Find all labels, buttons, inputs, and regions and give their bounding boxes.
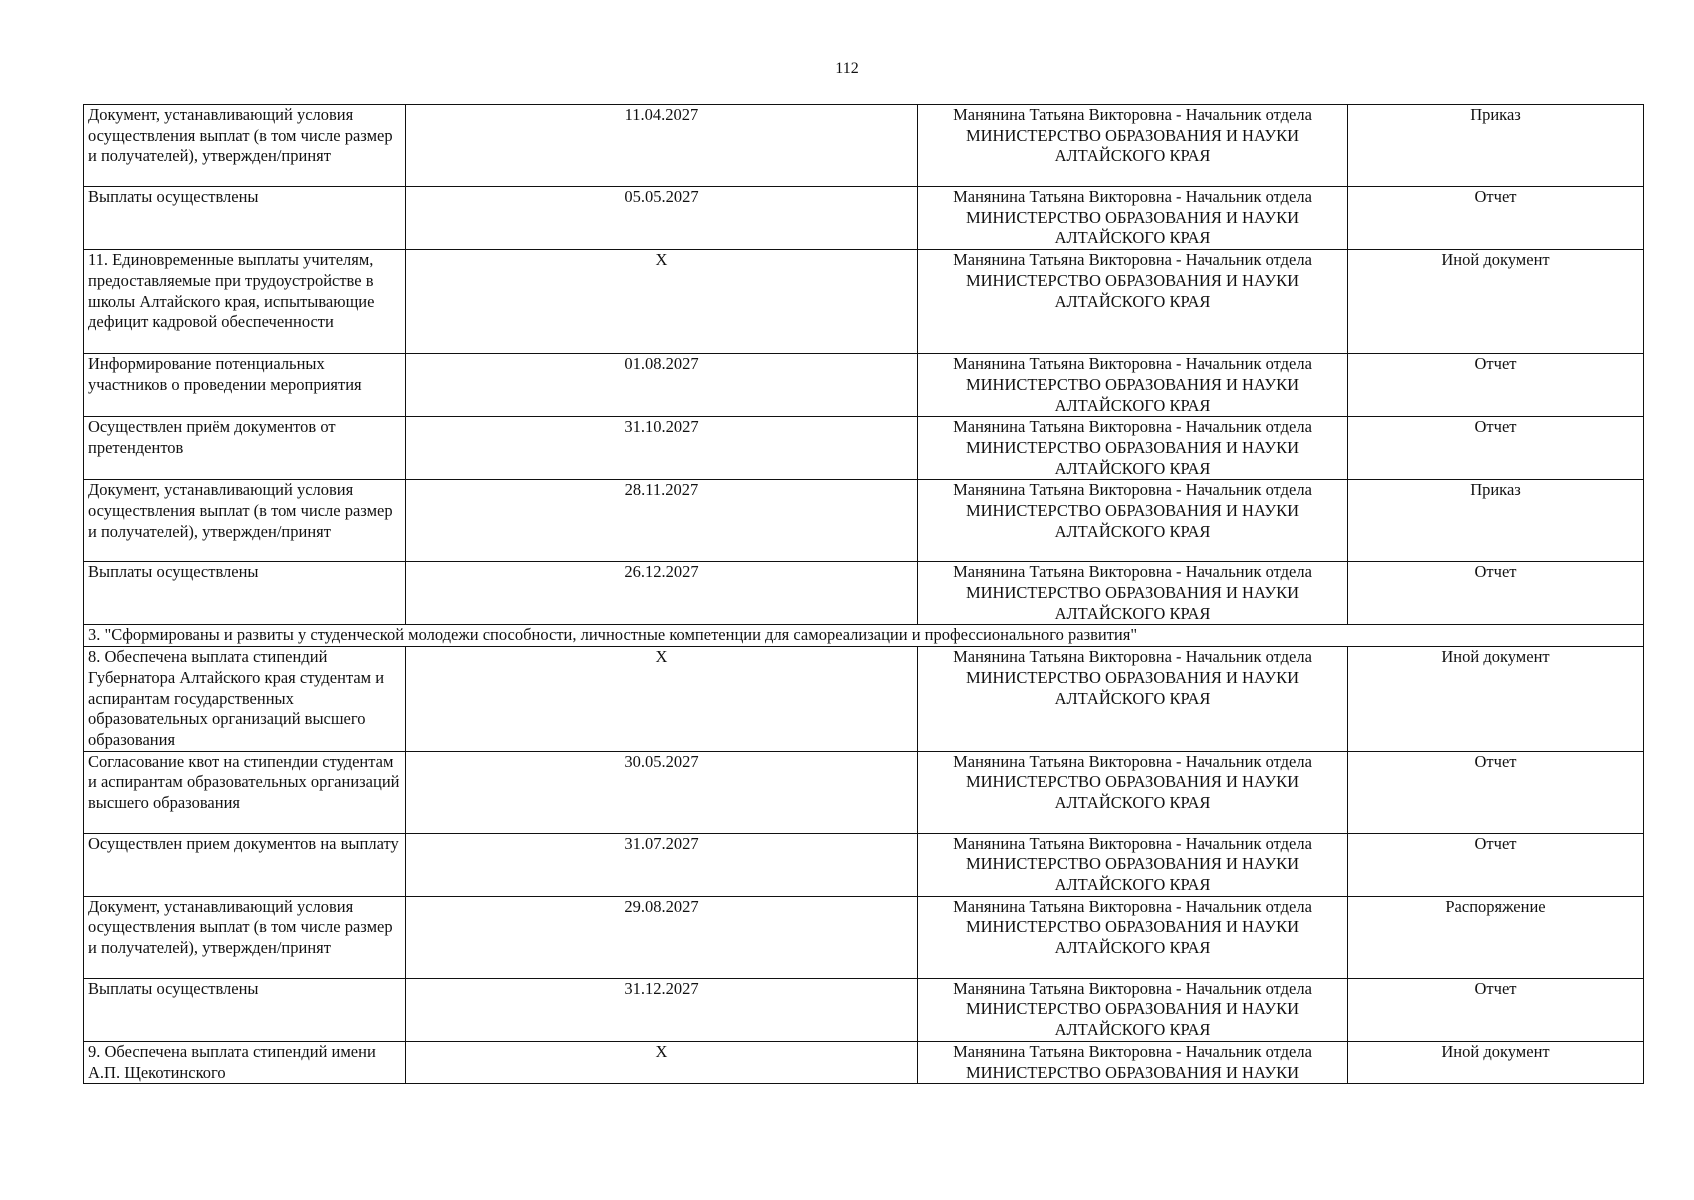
- plan-table-body: [84, 105, 1644, 1084]
- section-row: [84, 625, 1644, 647]
- event-name-cell: 11. Единовременные выплаты учителям, предоставляемые при трудоустройстве в школы Алтайского края, испытывающие дефицит кадровой обеспеченности: [84, 250, 406, 354]
- table-row: [84, 896, 1644, 978]
- table-row: [84, 354, 1644, 417]
- section-title: 3. "Сформированы и развиты у студенческой молодежи способности, личностные компетенции для самореализации и профессионального развития": [84, 625, 1644, 647]
- document-type-cell: Отчет: [1348, 417, 1644, 480]
- document-type-cell: Отчет: [1348, 978, 1644, 1041]
- event-name-cell: Осуществлен прием документов на выплату: [84, 833, 406, 896]
- event-name-cell: 9. Обеспечена выплата стипендий имени А.П. Щекотинского: [84, 1041, 406, 1083]
- responsible-cell: Манянина Татьяна Викторовна - Начальник отдела МИНИСТЕРСТВО ОБРАЗОВАНИЯ И НАУКИ АЛТАЙСКОГО КРАЯ: [918, 647, 1348, 752]
- document-type-cell: Иной документ: [1348, 1041, 1644, 1083]
- table-row: [84, 833, 1644, 896]
- document-type-cell: Иной документ: [1348, 250, 1644, 354]
- plan-table: [83, 104, 1644, 1084]
- table-row: [84, 1041, 1644, 1083]
- event-name-cell: Выплаты осуществлены: [84, 562, 406, 625]
- document-type-cell: Отчет: [1348, 833, 1644, 896]
- document-type-cell: Отчет: [1348, 751, 1644, 833]
- date-cell: 05.05.2027: [406, 187, 918, 250]
- page-number: 112: [835, 60, 859, 77]
- date-cell: X: [406, 250, 918, 354]
- date-cell: 30.05.2027: [406, 751, 918, 833]
- table-row: [84, 751, 1644, 833]
- date-cell: 11.04.2027: [406, 105, 918, 187]
- event-name-cell: Согласование квот на стипендии студентам и аспирантам образовательных организаций высшего образования: [84, 751, 406, 833]
- date-cell: 01.08.2027: [406, 354, 918, 417]
- event-name-cell: 8. Обеспечена выплата стипендий Губернатора Алтайского края студентам и аспирантам государственных образовательных организаций высшего образования: [84, 647, 406, 752]
- event-name-cell: Документ, устанавливающий условия осуществления выплат (в том числе размер и получателей), утвержден/принят: [84, 896, 406, 978]
- responsible-cell: Манянина Татьяна Викторовна - Начальник отдела МИНИСТЕРСТВО ОБРАЗОВАНИЯ И НАУКИ АЛТАЙСКОГО КРАЯ: [918, 751, 1348, 833]
- event-name-cell: Документ, устанавливающий условия осуществления выплат (в том числе размер и получателей), утвержден/принят: [84, 480, 406, 562]
- table-row: [84, 105, 1644, 187]
- event-name-cell: Документ, устанавливающий условия осуществления выплат (в том числе размер и получателей), утвержден/принят: [84, 105, 406, 187]
- document-type-cell: Приказ: [1348, 480, 1644, 562]
- responsible-cell: Манянина Татьяна Викторовна - Начальник отдела МИНИСТЕРСТВО ОБРАЗОВАНИЯ И НАУКИ АЛТАЙСКОГО КРАЯ: [918, 417, 1348, 480]
- document-type-cell: Иной документ: [1348, 647, 1644, 752]
- document-type-cell: Отчет: [1348, 562, 1644, 625]
- date-cell: X: [406, 647, 918, 752]
- event-name-cell: Осуществлен приём документов от претендентов: [84, 417, 406, 480]
- date-cell: 31.07.2027: [406, 833, 918, 896]
- responsible-cell: Манянина Татьяна Викторовна - Начальник отдела МИНИСТЕРСТВО ОБРАЗОВАНИЯ И НАУКИ АЛТАЙСКОГО КРАЯ: [918, 562, 1348, 625]
- responsible-cell: Манянина Татьяна Викторовна - Начальник отдела МИНИСТЕРСТВО ОБРАЗОВАНИЯ И НАУКИ АЛТАЙСКОГО КРАЯ: [918, 833, 1348, 896]
- responsible-cell: Манянина Татьяна Викторовна - Начальник отдела МИНИСТЕРСТВО ОБРАЗОВАНИЯ И НАУКИ АЛТАЙСКОГО КРАЯ: [918, 978, 1348, 1041]
- date-cell: 31.10.2027: [406, 417, 918, 480]
- date-cell: X: [406, 1041, 918, 1083]
- table-row: [84, 562, 1644, 625]
- responsible-cell: Манянина Татьяна Викторовна - Начальник отдела МИНИСТЕРСТВО ОБРАЗОВАНИЯ И НАУКИ: [918, 1041, 1348, 1083]
- event-name-cell: Выплаты осуществлены: [84, 978, 406, 1041]
- responsible-cell: Манянина Татьяна Викторовна - Начальник отдела МИНИСТЕРСТВО ОБРАЗОВАНИЯ И НАУКИ АЛТАЙСКОГО КРАЯ: [918, 896, 1348, 978]
- responsible-cell: Манянина Татьяна Викторовна - Начальник отдела МИНИСТЕРСТВО ОБРАЗОВАНИЯ И НАУКИ АЛТАЙСКОГО КРАЯ: [918, 105, 1348, 187]
- table-row: [84, 250, 1644, 354]
- date-cell: 26.12.2027: [406, 562, 918, 625]
- document-type-cell: Приказ: [1348, 105, 1644, 187]
- responsible-cell: Манянина Татьяна Викторовна - Начальник отдела МИНИСТЕРСТВО ОБРАЗОВАНИЯ И НАУКИ АЛТАЙСКОГО КРАЯ: [918, 250, 1348, 354]
- table-row: [84, 978, 1644, 1041]
- date-cell: 31.12.2027: [406, 978, 918, 1041]
- date-cell: 29.08.2027: [406, 896, 918, 978]
- table-row: [84, 417, 1644, 480]
- document-type-cell: Распоряжение: [1348, 896, 1644, 978]
- document-type-cell: Отчет: [1348, 354, 1644, 417]
- responsible-cell: Манянина Татьяна Викторовна - Начальник отдела МИНИСТЕРСТВО ОБРАЗОВАНИЯ И НАУКИ АЛТАЙСКОГО КРАЯ: [918, 187, 1348, 250]
- date-cell: 28.11.2027: [406, 480, 918, 562]
- responsible-cell: Манянина Татьяна Викторовна - Начальник отдела МИНИСТЕРСТВО ОБРАЗОВАНИЯ И НАУКИ АЛТАЙСКОГО КРАЯ: [918, 354, 1348, 417]
- table-row: [84, 480, 1644, 562]
- document-type-cell: Отчет: [1348, 187, 1644, 250]
- table-row: [84, 647, 1644, 752]
- event-name-cell: Информирование потенциальных участников о проведении мероприятия: [84, 354, 406, 417]
- event-name-cell: Выплаты осуществлены: [84, 187, 406, 250]
- table-row: [84, 187, 1644, 250]
- responsible-cell: Манянина Татьяна Викторовна - Начальник отдела МИНИСТЕРСТВО ОБРАЗОВАНИЯ И НАУКИ АЛТАЙСКОГО КРАЯ: [918, 480, 1348, 562]
